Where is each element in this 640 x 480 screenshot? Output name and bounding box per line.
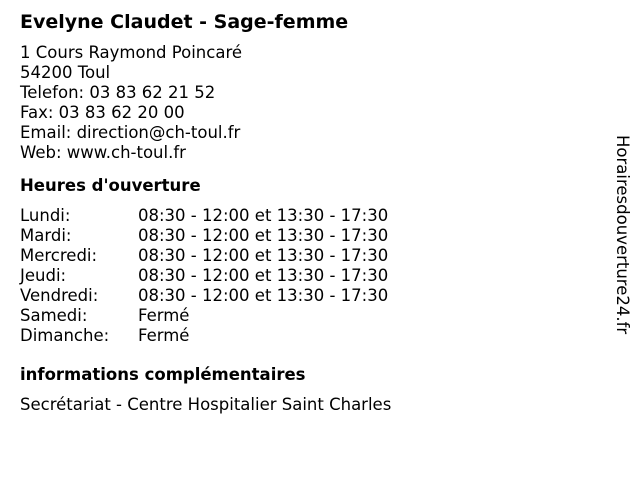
business-title: Evelyne Claudet - Sage-femme	[20, 11, 349, 33]
hours-row-friday	[20, 286, 600, 306]
hours-row-sunday	[20, 326, 600, 346]
day-label: Jeudi:	[20, 266, 67, 285]
contact-block	[20, 43, 600, 163]
site-watermark: Horairesdouverture24.fr	[613, 135, 632, 335]
day-hours: 08:30 - 12:00 et 13:30 - 17:30	[138, 286, 389, 305]
day-label: Lundi:	[20, 206, 71, 225]
hours-row-saturday	[20, 306, 600, 326]
day-hours: 08:30 - 12:00 et 13:30 - 17:30	[138, 206, 389, 225]
opening-hours-heading: Heures d'ouverture	[20, 176, 201, 195]
business-card	[20, 10, 600, 415]
hours-row-thursday	[20, 266, 600, 286]
phone-number: Telefon: 03 83 62 21 52	[20, 83, 216, 102]
day-label: Mardi:	[20, 226, 72, 245]
email-address: Email: direction@ch-toul.fr	[20, 123, 241, 142]
day-hours: 08:30 - 12:00 et 13:30 - 17:30	[138, 226, 389, 245]
opening-hours-table	[20, 206, 600, 346]
hours-row-wednesday	[20, 246, 600, 266]
day-hours: 08:30 - 12:00 et 13:30 - 17:30	[138, 246, 389, 265]
website: Web: www.ch-toul.fr	[20, 143, 186, 162]
day-hours: Fermé	[138, 306, 190, 325]
day-label: Dimanche:	[20, 326, 110, 345]
additional-info-text: Secrétariat - Centre Hospitalier Saint Charles	[20, 395, 392, 414]
additional-info-heading: informations complémentaires	[20, 365, 306, 384]
address-city: 54200 Toul	[20, 63, 111, 82]
day-label: Samedi:	[20, 306, 88, 325]
fax-number: Fax: 03 83 62 20 00	[20, 103, 185, 122]
address-street: 1 Cours Raymond Poincaré	[20, 43, 243, 62]
day-hours: Fermé	[138, 326, 190, 345]
day-label: Vendredi:	[20, 286, 99, 305]
hours-row-tuesday	[20, 226, 600, 246]
hours-row-monday	[20, 206, 600, 226]
day-label: Mercredi:	[20, 246, 98, 265]
day-hours: 08:30 - 12:00 et 13:30 - 17:30	[138, 266, 389, 285]
